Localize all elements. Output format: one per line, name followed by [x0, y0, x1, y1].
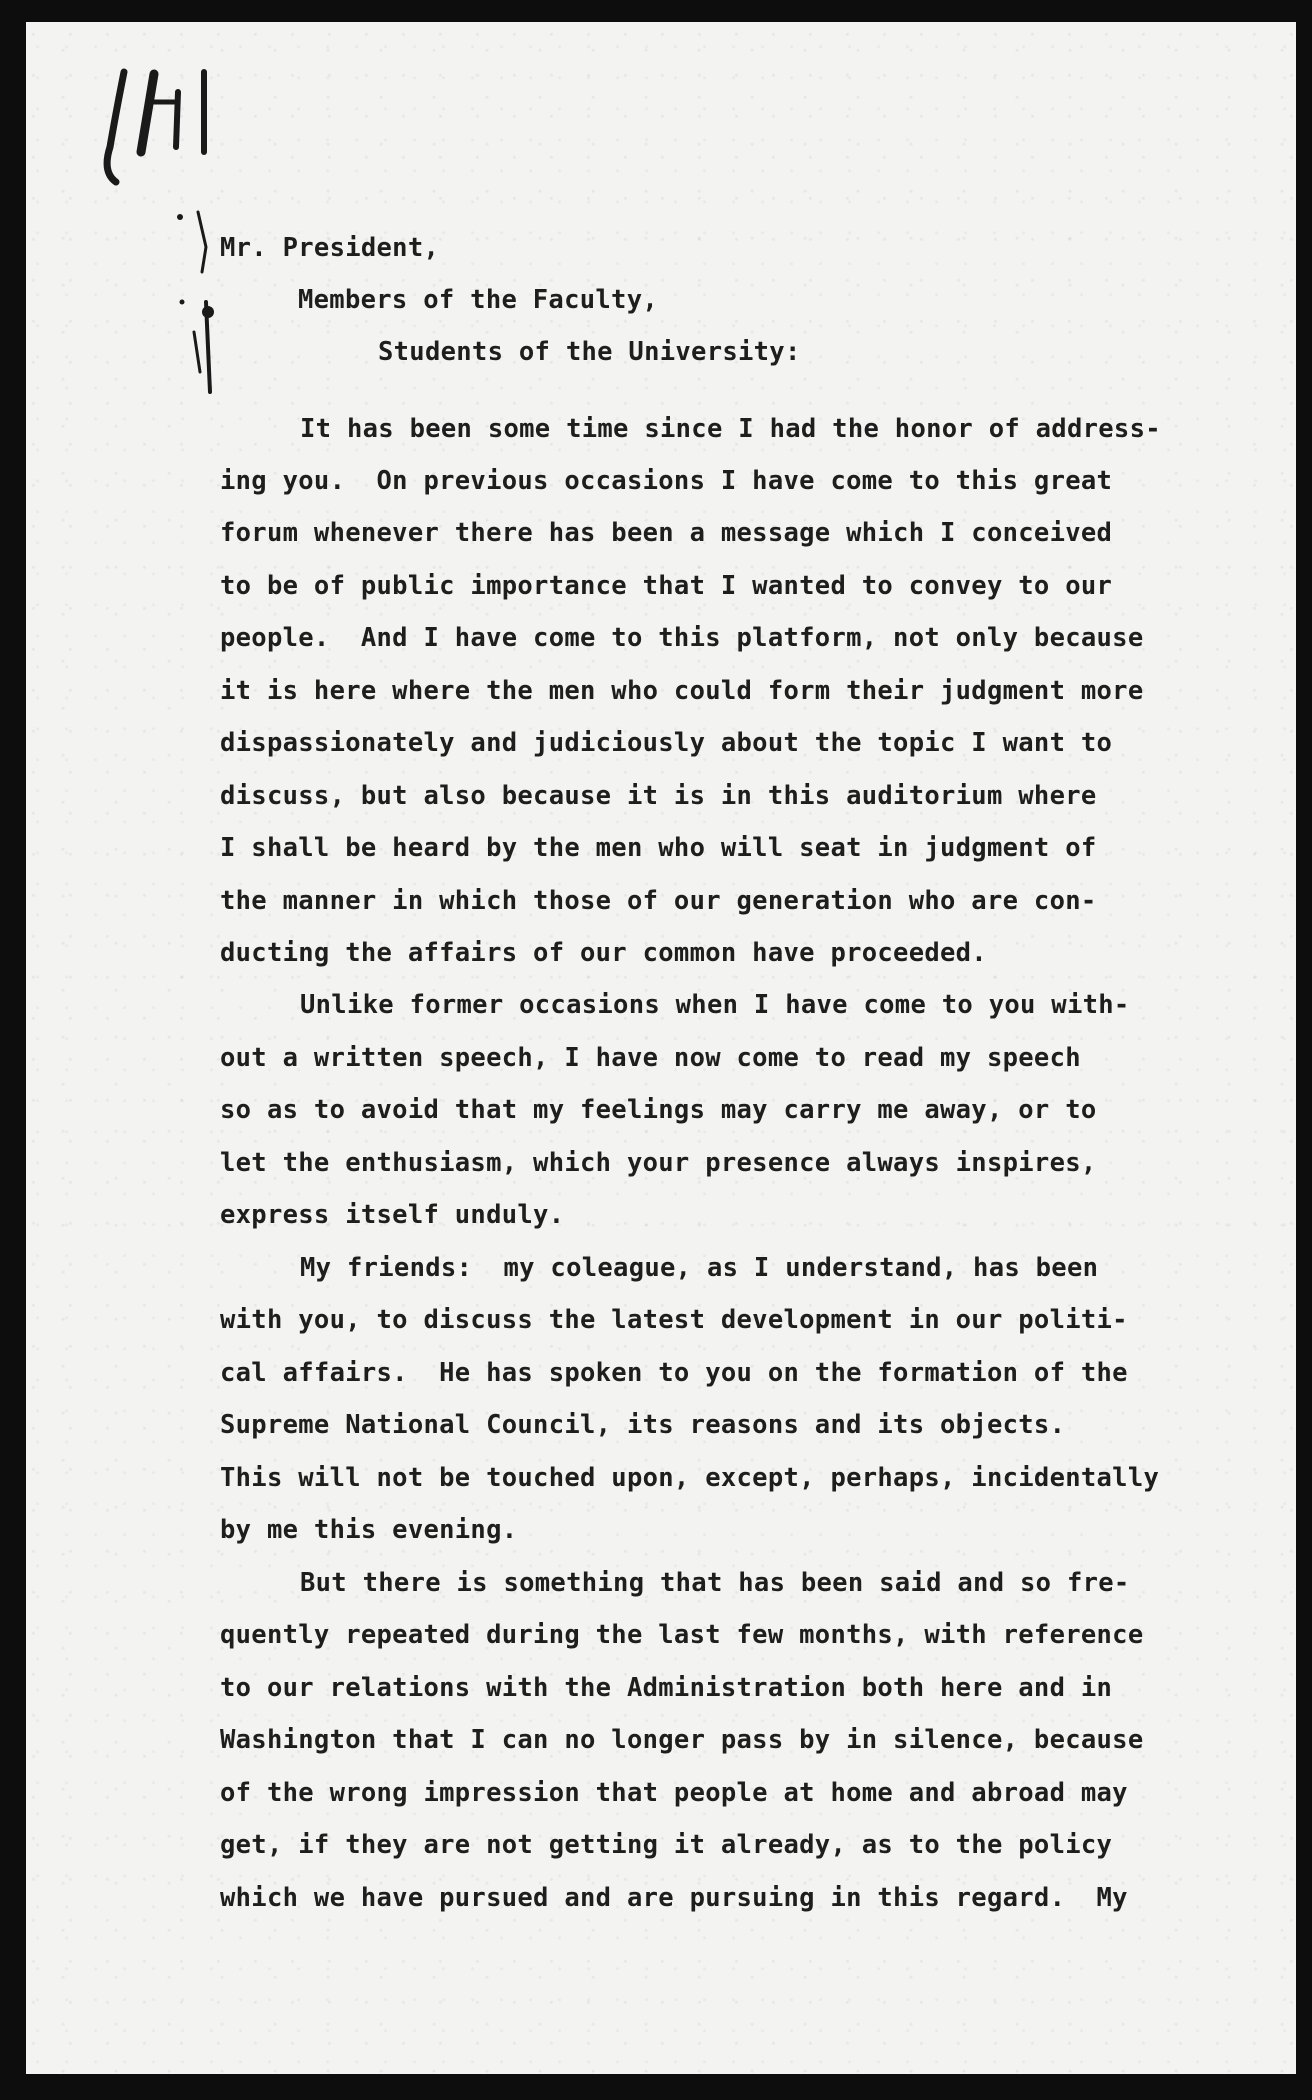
typed-page — [26, 22, 1296, 2074]
text-line: dispassionately and judiciously about the topic I want to — [220, 728, 1113, 758]
text-line: Unlike former occasions when I have come to you with- — [300, 990, 1130, 1020]
text-line: It has been some time since I had the honor of address- — [300, 414, 1161, 444]
text-line: of the wrong impression that people at home and abroad may — [220, 1778, 1128, 1808]
text-line: which we have pursued and are pursuing in this regard. My — [220, 1883, 1128, 1913]
text-line: I shall be heard by the men who will seat in judgment of — [220, 833, 1097, 863]
text-line: ing you. On previous occasions I have come to this great — [220, 466, 1113, 496]
text-line: Washington that I can no longer pass by in silence, because — [220, 1725, 1144, 1755]
text-line: Supreme National Council, its reasons and its objects. — [220, 1410, 1066, 1440]
text-line: get, if they are not getting it already, as to the policy — [220, 1830, 1113, 1860]
text-line: it is here where the men who could form their judgment more — [220, 676, 1144, 706]
text-line: But there is something that has been said and so fre- — [300, 1568, 1130, 1598]
text-line: let the enthusiasm, which your presence always inspires, — [220, 1148, 1097, 1178]
text-line: out a written speech, I have now come to read my speech — [220, 1043, 1081, 1073]
text-line: by me this evening. — [220, 1515, 518, 1545]
salutation-line: Students of the University: — [378, 337, 801, 367]
text-line: discuss, but also because it is in this auditorium where — [220, 781, 1097, 811]
text-line: to our relations with the Administration both here and in — [220, 1673, 1113, 1703]
text-line: so as to avoid that my feelings may carry me away, or to — [220, 1095, 1097, 1125]
text-line: cal affairs. He has spoken to you on the formation of the — [220, 1358, 1128, 1388]
text-line: This will not be touched upon, except, perhaps, incidentally — [220, 1463, 1160, 1493]
text-line: with you, to discuss the latest development in our politi- — [220, 1305, 1128, 1335]
text-line: quently repeated during the last few months, with reference — [220, 1620, 1144, 1650]
salutation-line: Mr. President, — [220, 233, 440, 263]
text-line: the manner in which those of our generation who are con- — [220, 886, 1097, 916]
text-line: express itself unduly. — [220, 1200, 565, 1230]
text-line: to be of public importance that I wanted to convey to our — [220, 571, 1113, 601]
salutation-line: Members of the Faculty, — [298, 285, 659, 315]
text-line: forum whenever there has been a message which I conceived — [220, 518, 1113, 548]
text-line: ducting the affairs of our common have proceeded. — [220, 938, 987, 968]
text-line: My friends: my coleague, as I understand, has been — [300, 1253, 1099, 1283]
text-line: people. And I have come to this platform, not only because — [220, 623, 1144, 653]
